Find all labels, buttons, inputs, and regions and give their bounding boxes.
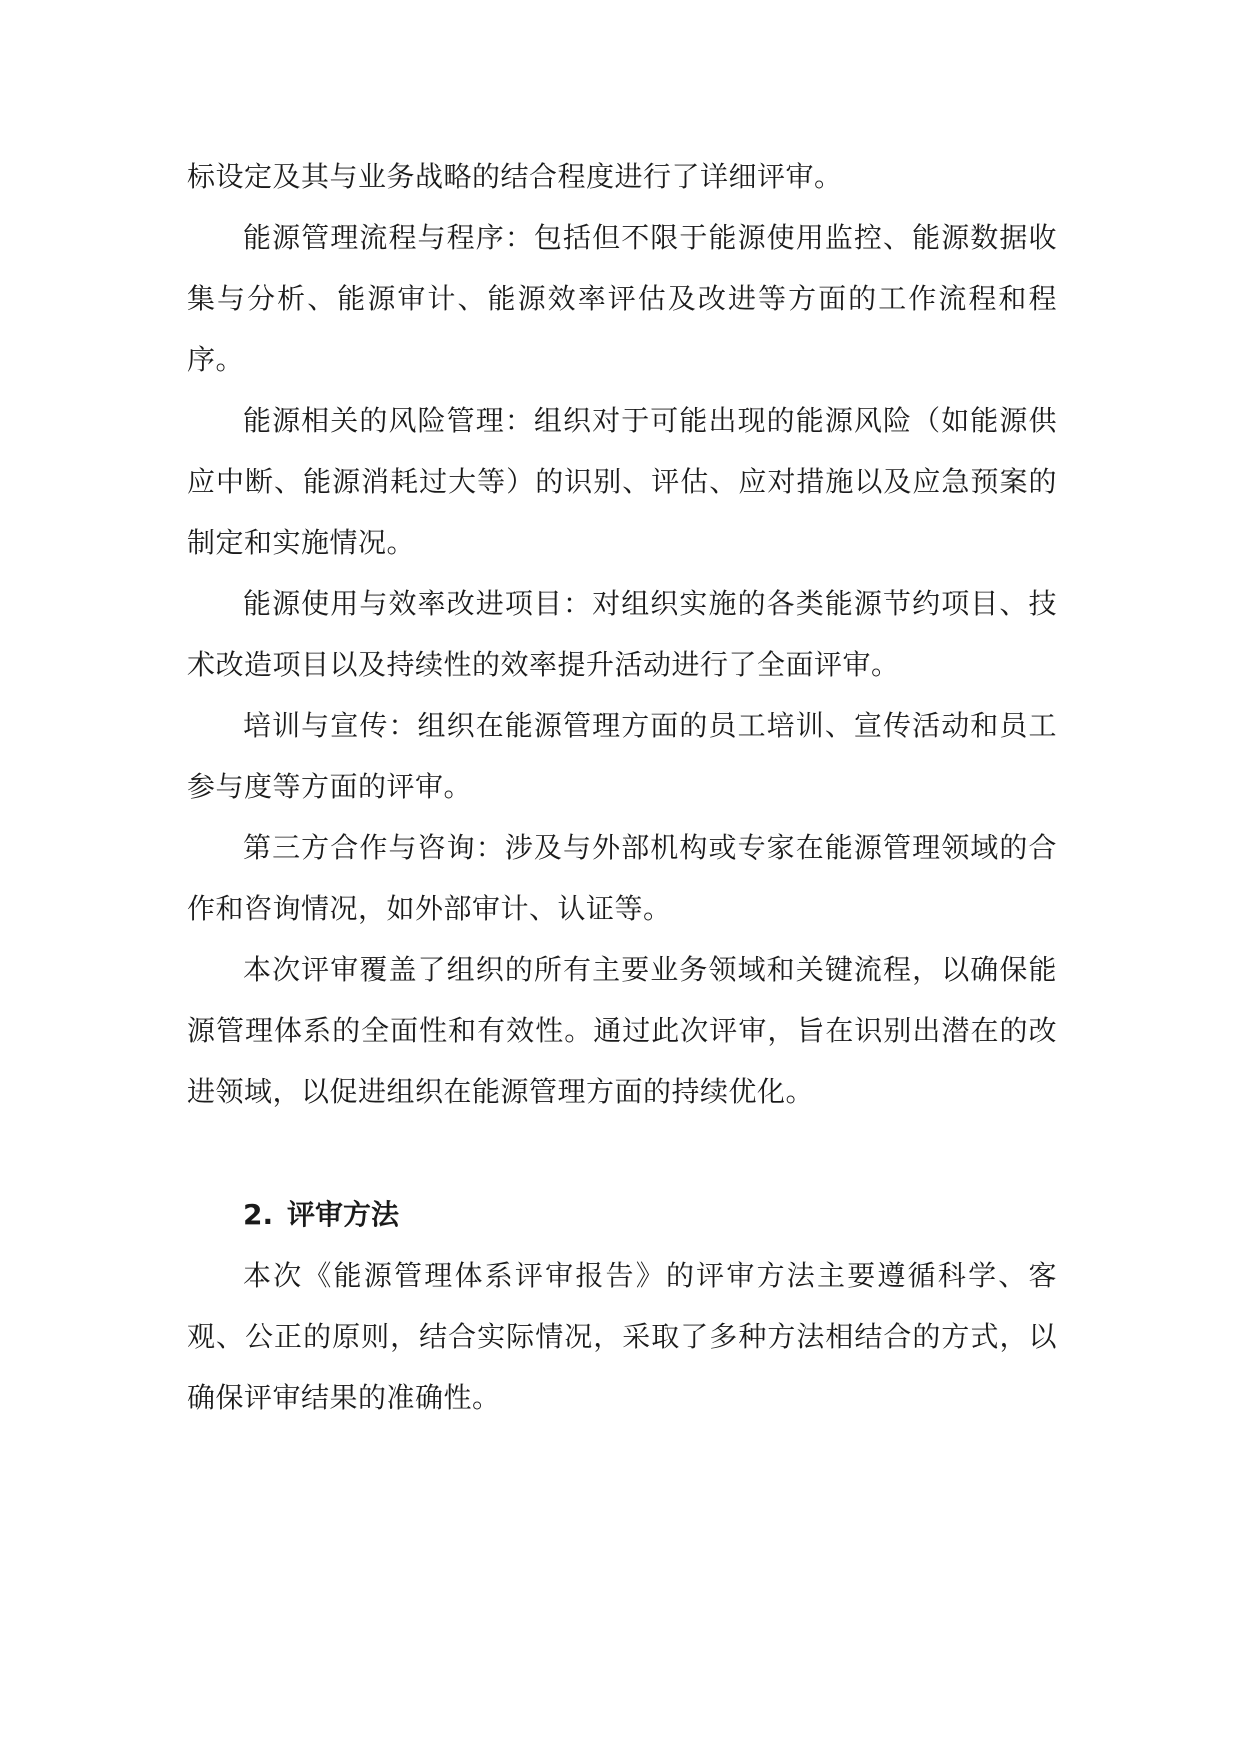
paragraph-third-party: 第三方合作与咨询：涉及与外部机构或专家在能源管理领域的合作和咨询情况，如外部审计、认证等。 (187, 831, 1057, 925)
document-body (187, 146, 1057, 1428)
paragraph-review-method: 本次《能源管理体系评审报告》的评审方法主要遵循科学、客观、公正的原则，结合实际情况，采取了多种方法相结合的方式，以确保评审结果的准确性。 (187, 1259, 1057, 1414)
section-title: 评审方法 (287, 1198, 400, 1231)
paragraph-efficiency-projects: 能源使用与效率改进项目：对组织实施的各类能源节约项目、技术改造项目以及持续性的效率提升活动进行了全面评审。 (187, 587, 1057, 681)
paragraph-continuation: 标设定及其与业务战略的结合程度进行了详细评审。 (187, 160, 843, 193)
paragraph-training: 培训与宣传：组织在能源管理方面的员工培训、宣传活动和员工参与度等方面的评审。 (187, 709, 1057, 803)
paragraph-energy-process: 能源管理流程与程序：包括但不限于能源使用监控、能源数据收集与分析、能源审计、能源效率评估及改进等方面的工作流程和程序。 (187, 221, 1057, 376)
section-number: 2. (243, 1198, 274, 1231)
paragraph-energy-risk: 能源相关的风险管理：组织对于可能出现的能源风险（如能源供应中断、能源消耗过大等）的识别、评估、应对措施以及应急预案的制定和实施情况。 (187, 404, 1057, 559)
paragraph-review-scope: 本次评审覆盖了组织的所有主要业务领域和关键流程，以确保能源管理体系的全面性和有效性。通过此次评审，旨在识别出潜在的改进领域，以促进组织在能源管理方面的持续优化。 (187, 953, 1057, 1108)
section-heading (187, 1184, 1057, 1245)
